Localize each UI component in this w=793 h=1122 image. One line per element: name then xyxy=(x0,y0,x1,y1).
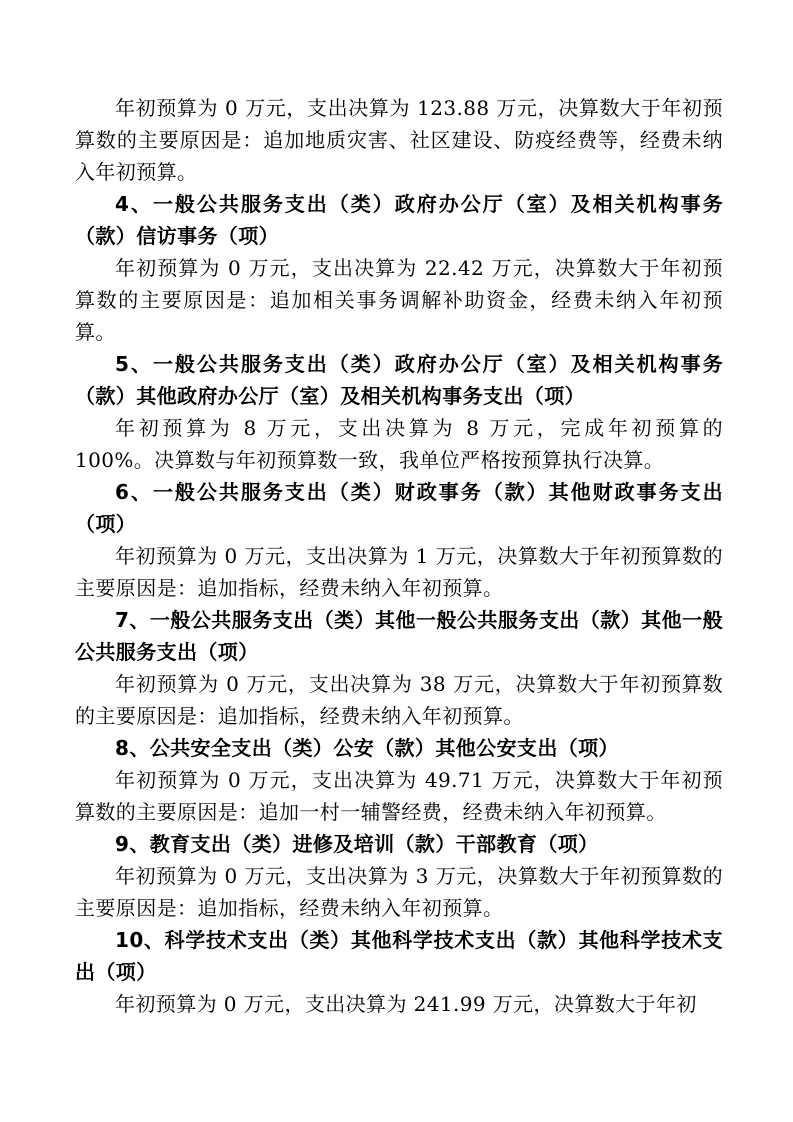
heading-item-6: 6、一般公共服务支出（类）财政事务（款）其他财政事务支出（项） xyxy=(75,480,723,536)
heading-item-4: 4、一般公共服务支出（类）政府办公厅（室）及相关机构事务（款）信访事务（项） xyxy=(75,192,723,248)
heading-item-5: 5、一般公共服务支出（类）政府办公厅（室）及相关机构事务（款）其他政府办公厅（室）及相关机构事务支出（项） xyxy=(75,352,723,408)
paragraph-item-6: 年初预算为 0 万元，支出决算为 1 万元，决算数大于年初预算数的主要原因是：追加指标，经费未纳入年初预算。 xyxy=(75,544,723,600)
paragraph-item-8: 年初预算为 0 万元，支出决算为 49.71 万元，决算数大于年初预算数的主要原因是：追加一村一辅警经费，经费未纳入年初预算。 xyxy=(75,768,723,824)
paragraph-item-5: 年初预算为 8 万元，支出决算为 8 万元，完成年初预算的 100%。决算数与年初预算数一致，我单位严格按预算执行决算。 xyxy=(75,416,723,472)
paragraph-item-9: 年初预算为 0 万元，支出决算为 3 万元，决算数大于年初预算数的主要原因是：追加指标，经费未纳入年初预算。 xyxy=(75,864,723,920)
paragraph-3-explanation: 年初预算为 0 万元，支出决算为 123.88 万元，决算数大于年初预算数的主要原因是：追加地质灾害、社区建设、防疫经费等，经费未纳入年初预算。 xyxy=(75,96,723,184)
document-page xyxy=(75,92,723,1020)
paragraph-item-4: 年初预算为 0 万元，支出决算为 22.42 万元，决算数大于年初预算数的主要原因是：追加相关事务调解补助资金，经费未纳入年初预算。 xyxy=(75,256,723,344)
heading-item-9: 9、教育支出（类）进修及培训（款）干部教育（项） xyxy=(115,832,599,856)
heading-item-10: 10、科学技术支出（类）其他科学技术支出（款）其他科学技术支出（项） xyxy=(75,928,723,984)
heading-item-7: 7、一般公共服务支出（类）其他一般公共服务支出（款）其他一般公共服务支出（项） xyxy=(75,608,723,664)
paragraph-item-7: 年初预算为 0 万元，支出决算为 38 万元，决算数大于年初预算数的主要原因是：追加指标，经费未纳入年初预算。 xyxy=(75,672,723,728)
heading-item-8: 8、公共安全支出（类）公安（款）其他公安支出（项） xyxy=(115,736,619,760)
paragraph-item-10: 年初预算为 0 万元，支出决算为 241.99 万元，决算数大于年初 xyxy=(115,992,697,1016)
